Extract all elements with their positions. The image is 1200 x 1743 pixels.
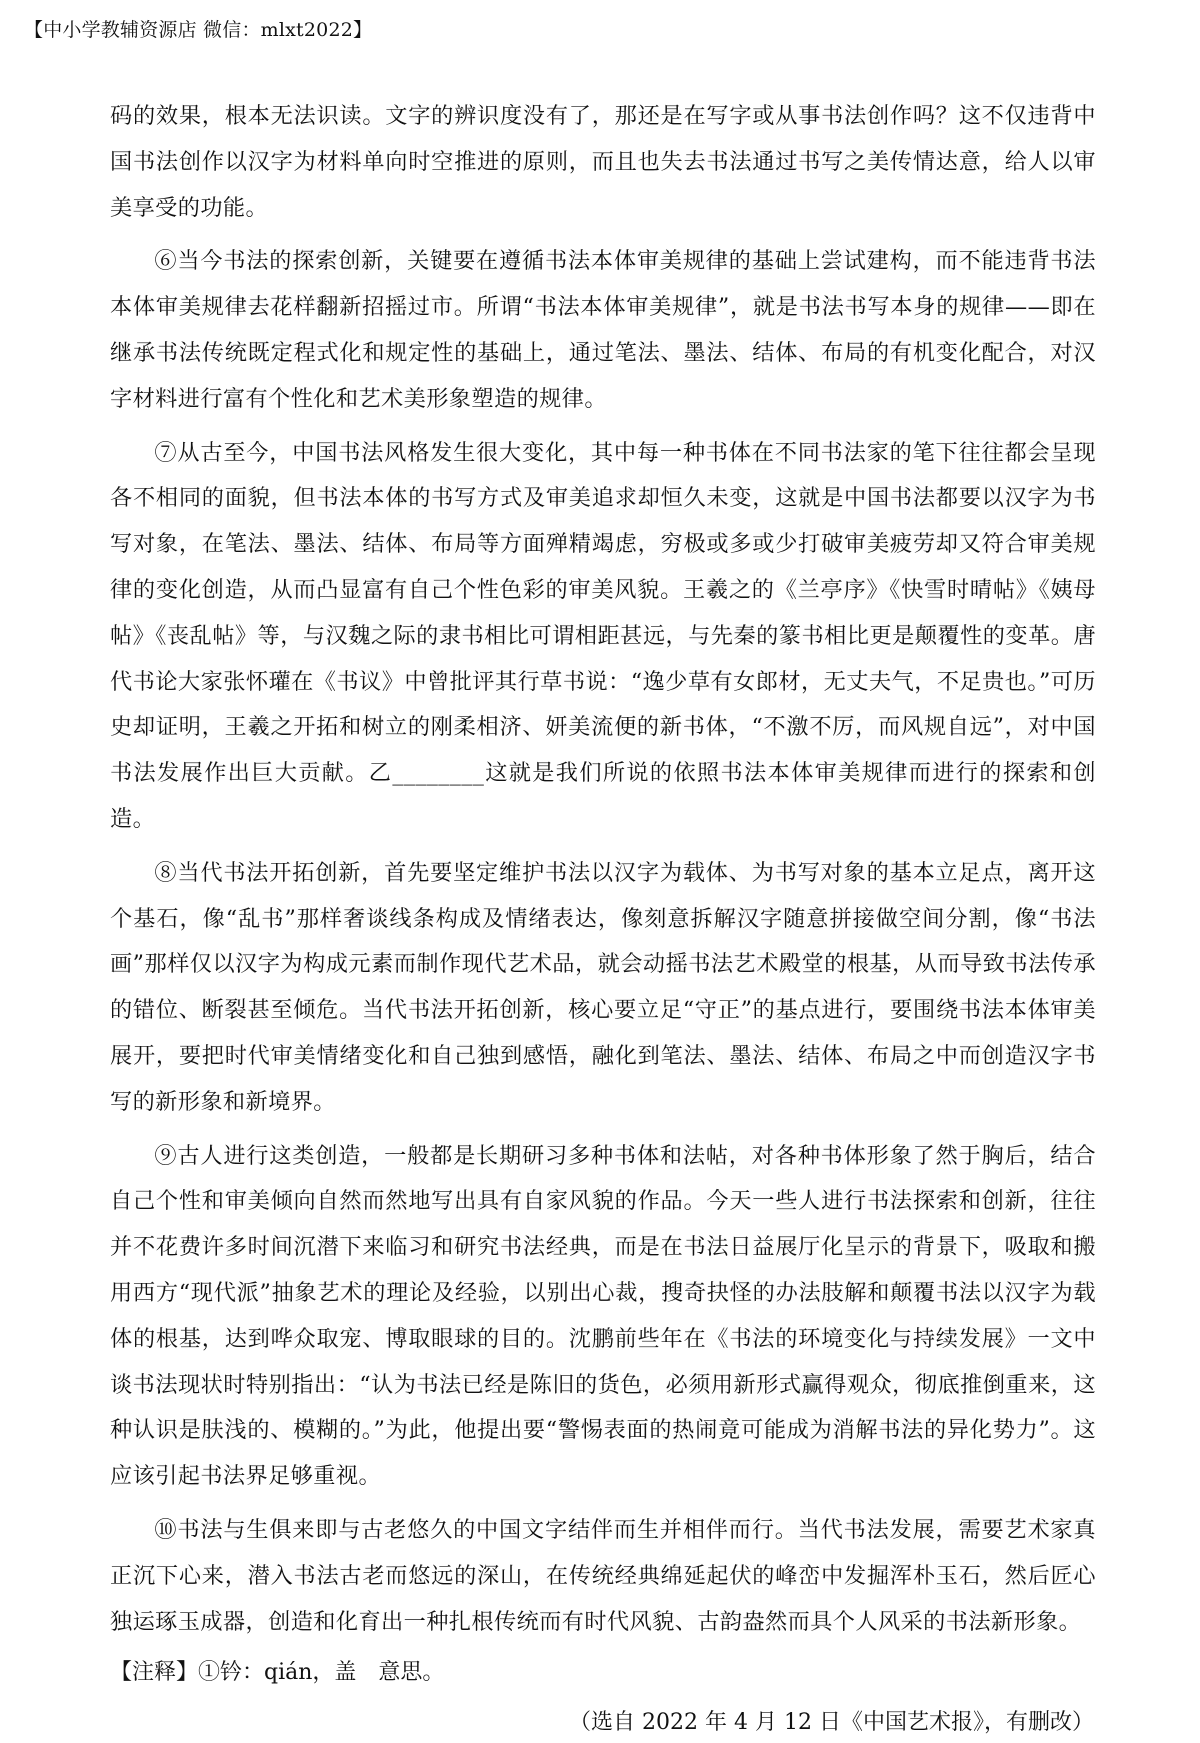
header-watermark: 【中小学教辅资源店 微信：mlxt2022】 (24, 19, 373, 41)
paragraph-continued: 码的效果，根本无法识读。文字的辨识度没有了，那还是在写字或从事书法创作吗？这不仅违背中国书法创作以汉字为材料单向时空推进的原则，而且也失去书法通过书写之美传情达意，给人以审美享受的功能。 (110, 103, 1096, 221)
article-body (110, 94, 1096, 1743)
paragraph-8: ⑧当代书法开拓创新，首先要坚定维护书法以汉字为载体、为书写对象的基本立足点，离开这个基石，像“乱书”那样奢谈线条构成及情绪表达，像刻意拆解汉字随意拼接做空间分割，像“书法画”那样仅以汉字为构成元素而制作现代艺术品，就会动摇书法艺术殿堂的根基，从而导致书法传承的错位、断裂甚至倾危。当代书法开拓创新，核心要立足“守正”的基点进行，要围绕书法本体审美展开，要把时代审美情绪变化和自己独到感悟，融化到笔法、墨法、结体、布局之中而创造汉字书写的新形象和新境界。 (110, 859, 1096, 1115)
paragraph-9: ⑨古人进行这类创造，一般都是长期研习多种书体和法帖，对各种书体形象了然于胸后，结合自己个性和审美倾向自然而然地写出具有自家风貌的作品。今天一些人进行书法探索和创新，往往并不花费许多时间沉潜下来临习和研究书法经典，而是在书法日益展厅化呈示的背景下，吸取和搬用西方“现代派”抽象艺术的理论及经验，以别出心裁，搜奇抉怪的办法肢解和颠覆书法以汉字为载体的根基，达到哗众取宠、博取眼球的目的。沈鹏前些年在《书法的环境变化与持续发展》一文中谈书法现状时特别指出：“认为书法已经是陈旧的货色，必须用新形式赢得观众，彻底推倒重来，这种认识是肤浅的、模糊的。”为此，他提出要“警惕表面的热闹竟可能成为消解书法的异化势力”。这应该引起书法界足够重视。 (110, 1142, 1096, 1490)
paragraph-10: ⑩书法与生俱来即与古老悠久的中国文字结伴而生并相伴而行。当代书法发展，需要艺术家真正沉下心来，潜入书法古老而悠远的深山，在传统经典绵延起伏的峰峦中发掘浑朴玉石，然后匠心独运琢玉成器，创造和化育出一种扎根传统而有时代风貌、古韵盎然而具个人风采的书法新形象。 (110, 1516, 1096, 1635)
source-citation: （选自 2022 年 4 月 12 日《中国艺术报》，有删改） (569, 1710, 1094, 1736)
paragraph-6: ⑥当今书法的探索创新，关键要在遵循书法本体审美规律的基础上尝试建构，而不能违背书法本体审美规律去花样翻新招摇过市。所谓“书法本体审美规律”，就是书法书写本身的规律——即在继承书法传统既定程式化和规定性的基础上，通过笔法、墨法、结体、布局的有机变化配合，对汉字材料进行富有个性化和艺术美形象塑造的规律。 (110, 248, 1096, 412)
annotation-note: 【注释】①钤：qián，盖 意思。 (110, 1660, 445, 1686)
paragraph-7: ⑦从古至今，中国书法风格发生很大变化，其中每一种书体在不同书法家的笔下往往都会呈现各不相同的面貌，但书法本体的书写方式及审美追求却恒久未变，这就是中国书法都要以汉字为书写对象，在笔法、墨法、结体、布局等方面殚精竭虑，穷极或多或少打破审美疲劳却又符合审美规律的变化创造，从而凸显富有自己个性色彩的审美风貌。王羲之的《兰亭序》《快雪时晴帖》《姨母帖》《丧乱帖》等，与汉魏之际的隶书相比可谓相距甚远，与先秦的篆书相比更是颠覆性的变革。唐代书论大家张怀瓘在《书议》中曾批评其行草书说：“逸少草有女郎材，无丈夫气，不足贵也。”可历史却证明，王羲之开拓和树立的刚柔相济、妍美流便的新书体，“不激不厉，而风规自远”，对中国书法发展作出巨大贡献。乙________这就是我们所说的依照书法本体审美规律而进行的探索和创造。 (110, 439, 1096, 832)
